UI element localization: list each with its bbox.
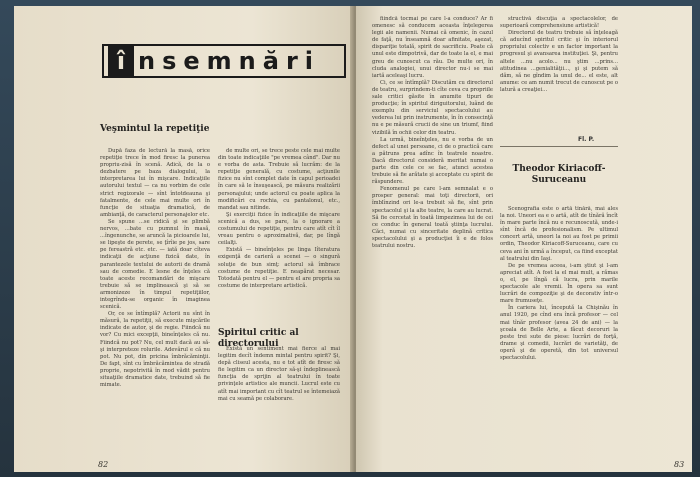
title-initial: î (108, 46, 134, 76)
paragraph: Or, ce se întîmplă? Actorii nu sînt în măsură, la repetiţii, să execute mişcările indicate de autor, şi de regie. Fiindcă nu vor? Cu mici excepţii, bineînţeles că nu. Fiindcă nu pot? Nu, cel mult dacă au să-şi interpreteze rolurile. Adevărul e că nu pot. Nu pot, din pricina îmbrăcăminţii. De fapt, sînt cu îmbrăcămintea de stradă proprie, nepotrivită în mod vădit pentru situaţiile dramatice date, trebuind să fie mimate. (100, 311, 210, 389)
article-heading-kiriacoff: Theodor Kiriacoff-Suruceanu (512, 164, 606, 185)
paragraph: Există un sentiment mai fierce al mai legitim decît îndemn mintal pentru spirit? Şi, depă cliseul acesta, nu e tot atît de firesc să fie legitim ca un director să-şi îndeplinească funcţia de sprijin al teatrului în toate privinţele artistice ale muncii. Lucrul este cu atît mai important cu cît teatrul se întemeiază mai cu seamă pe colaborare. (218, 346, 340, 402)
paragraph: Şi exerciţii fizice în indicaţiile de mişcare scenică a dus, se pare, la o ignorare a costumului de repetiţie, pentru care atît cît îl vreau pentru o aproximativă, dar, pe lîngă ceilalţi. (218, 211, 340, 247)
article-heading-vesmintul: Veşmintul la repetiţie (100, 124, 210, 134)
paragraph: Ci, ce se întîmplă? Discutăm cu directorul de teatru, surprindem-ti cîte ceva cu propriile sale critici găsite în anumite tipuri de producţie; în spiritul diriguitorului, luând de exemplu din serviciul spectacolului au vederea lui prin instrumente, în în consecinţă nu e pe măsură crucii de sine un triumf, fiind vizibilă în ochii celor din teatru. (372, 79, 493, 136)
section-title-box (102, 44, 346, 78)
paragraph: De pe vremea aceea, i-am ştiut şi l-am apreciat atît. A fost la el mai mult, a rămas o, el, pe lîngă că lucra, prin marile spectacole ale vremii. În opera sa sunt lucrări de compoziţie şi de decorativ într-o mare frumuseţe. (500, 262, 618, 305)
paragraph: După faza de lectură la masă, orice repetiţie trece în mod firesc la punerea propriu-zisă în scenă. Adică, de la o dezbatere pe baza dialogului, la interpretarea lui în mişcare. Indicaţiile autorului textul — ca nu vorbim de cele strict regizorale — sînt întotdeauna şi fatalmente, de cele mai multe ori în funcţie de situaţia dramatică, de ambianţă, de caracterul personajelor etc. (100, 148, 210, 218)
paragraph: structivă discuţia a spectacolelor, de superioară comprehensiune artistică! (500, 16, 618, 30)
page-number-left: 82 (98, 460, 109, 469)
left-page (14, 6, 354, 472)
section-divider (500, 146, 618, 147)
paragraph: Fenomenul pe care l-am semnalat e o prosper general: mai toţi directorii, ori îmblînzind ori le-a trebuit să fie, sînt prin spectacolul şi la alte teatre, la care au lucrat. Să fie cercetat în toată limpezimea lui de cei ce conduc în general toată ştiinţa lucrului. Căci, numai cu sinceritate deplină critica spectacolului şi a producţiei îi e de folos teatrului nostru. (372, 186, 493, 249)
page-number-right: 83 (674, 460, 685, 469)
author-signature: Fl. P. (578, 136, 595, 143)
paragraph: fiindcă tocmai pe care l-a conduce? Ar fi omenesc să conducem aceasta înţelegerea legii ale namenii. Numai că omenic, în cazul de faţă, nu înseamnă doar afinitate, aşezat, dispariţie totală, spirit de sacrificiu. Poate că unul este dimpotrivă, dar de toate la el, e mai greu de cunoscut ca rău. De multe ori, în cluda analogiei, unui director nu-i se mai iartă aceleaşi lucru. (372, 16, 493, 79)
paragraph: Se spune ...se ridică şi se plimbă nervos, ...bate cu pumnul în masă, ...îngenunche, se aruncă la picioarele lui, se lipeşte de perete, se ţîrîie pe jos, sare pe fereastră etc. etc. — iată doar cîteva indicaţii de acţiune fizică date, în parantezele textului de autorii de dramă sau de comedie. E lesne de înţeles că toate aceste recomandări de mişcare trebuie să se implinească şi să se armonizeze în timpul repetiţiilor, integrîndu-se organic în imaginea scenică. (100, 218, 210, 311)
paragraph: La urmă, bineînţeles, nu e vorba de un defect al unei persoane, ci de o practică care a pătruns prea adînc în teatrele noastre. Dacă directorul consideră meritat numai o parte din cele ce se fac, atunci acestea trebuie să fie arătate şi acceptate cu spirit de răspundere. (372, 136, 493, 186)
left-column-1 (100, 148, 210, 456)
right-page (356, 6, 692, 472)
paragraph: În cariera lui, începută la Chişinău în anul 1920, pe cînd era încă profesor — cel mai tînăr profesor (avea 24 de ani) — la şcoala de Belle Arte, a făcut decoruri la peste trei sute de piese: lucrări de forţă, drame şi comedii, lucrări de varietăţi, de operă şi de operetă, din tot universul spectacolului. (500, 305, 618, 361)
paragraph: Scenografia este o artă tînără, mai ales la noi. Uneori ea e o artă, atît de tînără încît în mare parte încă nu e recunoscută, unde-i sînt încă de profesionalism. Pe ultimul concert artă, uneori la noi au fost pe primii ordin, Theodor Kiriacoff-Suruceanu, care cu ceva ani în urmă a început, ca fiind exceptat al teatrului din Iaşi. (500, 206, 618, 262)
article-heading-spiritul: Spiritul critic al directorului (218, 328, 299, 349)
title-text: nsemnări (138, 47, 320, 75)
paragraph: Există — bineînţeles pe linga Iîteratura exigenţă de carieră a scenei — o singură soluţie de bun simţ: actorul să îmbrace costume de repetiţie. E neapărat necesar. Totodată pentru el — pentru el are propria sa costume de interpretare artistică. (218, 247, 340, 289)
left-column-3 (218, 346, 340, 456)
paragraph: Directorul de teatru trebuie să înţeleagă că aducînd spiritul critic şi în interiorul propriului colectiv e un factor important la progresul şi avansarea instituţiei. Şi, pentru altele ...nu acolo... nu ştim ...prins... atitudinea ...genialităţii..., şi şi putem să dăm, să ne gîndim la unul de... el este, alt anume: ce am numit trecut de cunoscut pe o latură a creaţiei... (500, 30, 618, 93)
paragraph: de multe ori, se trece peste cele mai multe din toate indicaţiile "pe vremea când". Dar nu e vorba de asta. Trebuie să lucrăm: de la repetiţie generală, cu costume, acţiunile fizice nu sînt complet date în capul perioadei în care să le însuşească, pe măsura realizării personajului; unde actorul cu poate aplica la modificări cu rochia, cu pantalonul, etc., mandat sau nitinde. (218, 148, 340, 211)
right-column-2 (500, 16, 618, 136)
right-column-3 (500, 206, 618, 456)
left-column-2 (218, 148, 340, 326)
right-column-1 (372, 16, 493, 456)
